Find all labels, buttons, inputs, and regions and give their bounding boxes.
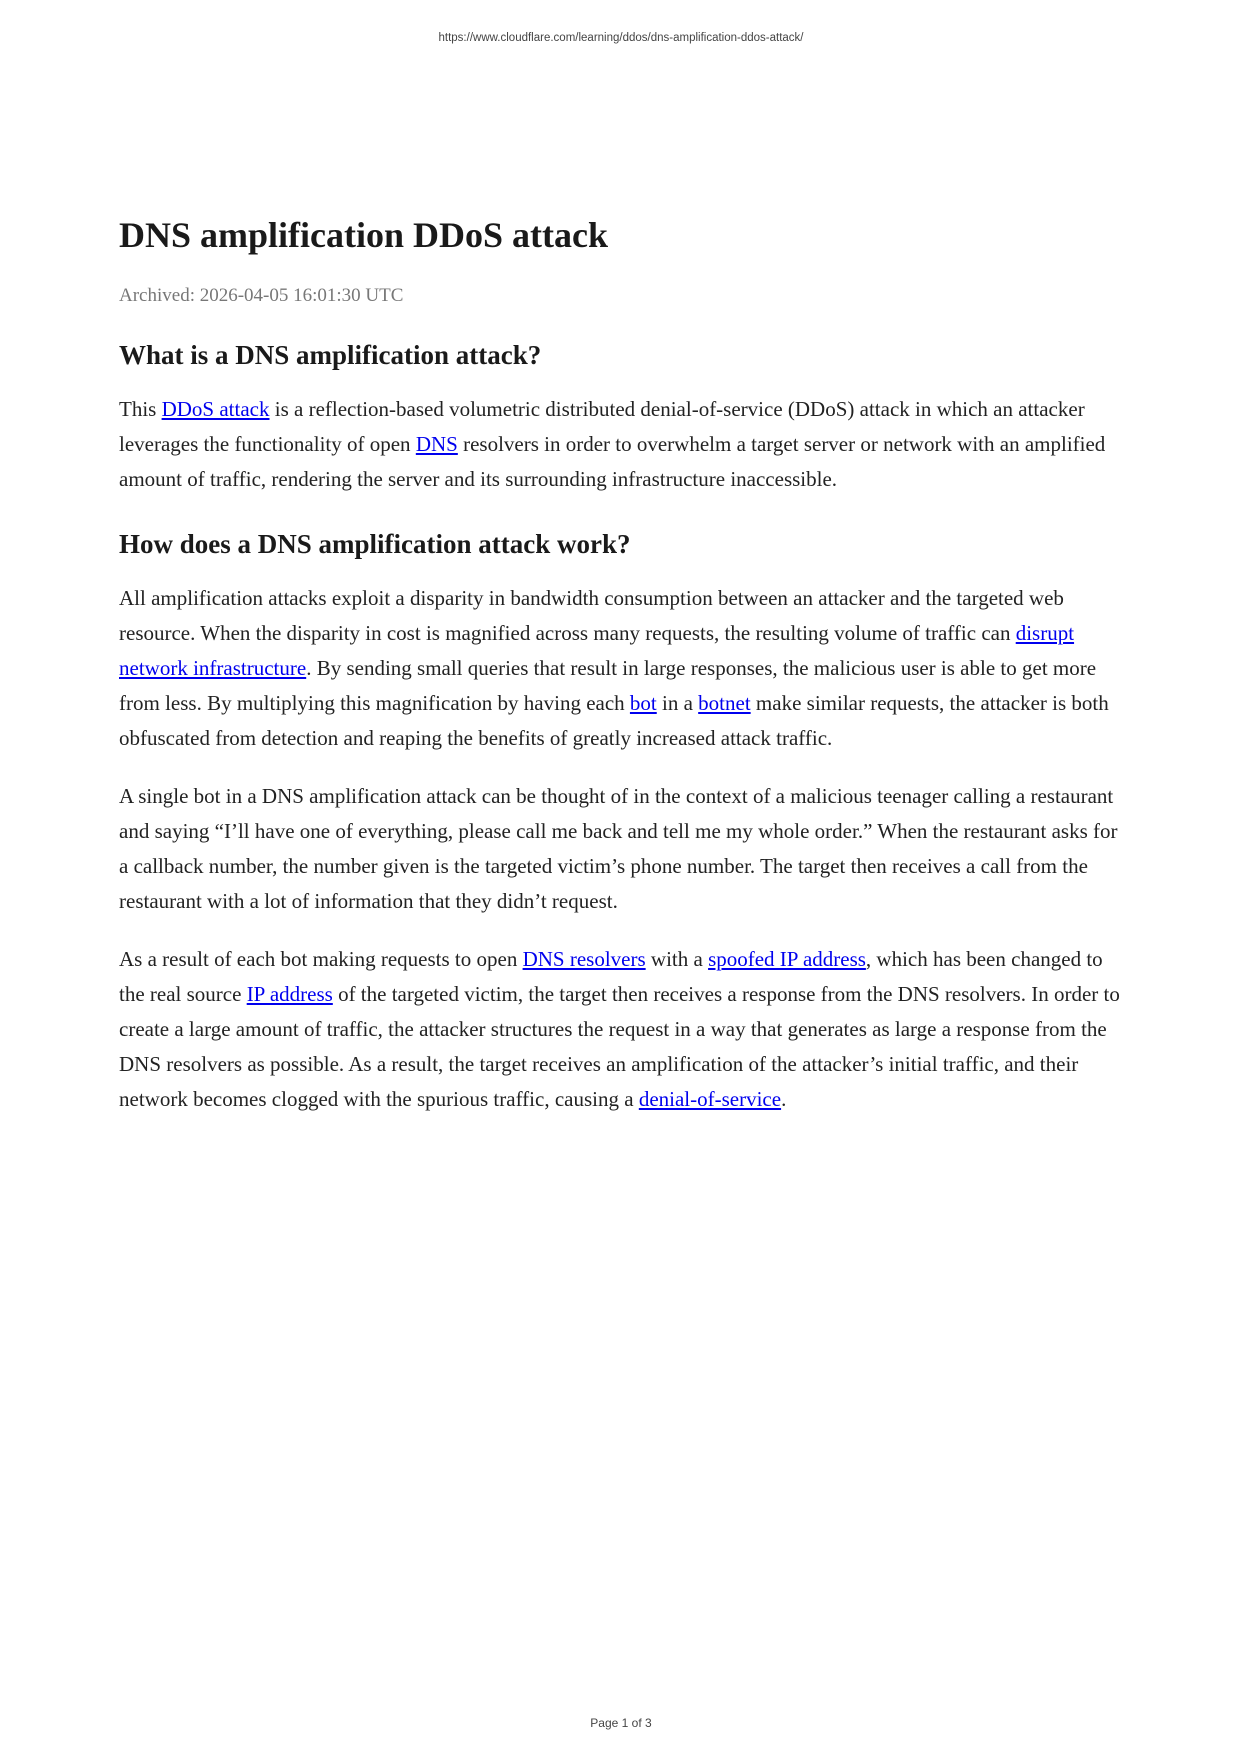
article (119, 212, 1129, 1140)
section-heading-what-is: What is a DNS amplification attack? (119, 340, 542, 370)
archived-timestamp: Archived: 2026-04-05 16:01:30 UTC (119, 285, 404, 306)
link-bot[interactable]: bot (629, 691, 657, 715)
text: . (781, 1087, 787, 1111)
text: with a (645, 947, 709, 971)
page-number: Page 1 of 3 (590, 1716, 652, 1730)
paragraph (119, 942, 1129, 1117)
page-url: https://www.cloudflare.com/learning/ddos/dns-amplification-ddos-attack/ (438, 32, 804, 44)
text: in a (656, 691, 699, 715)
link-denial-of-service[interactable]: denial-of-service (638, 1087, 782, 1111)
text: , which has been changed to the real source (119, 947, 1103, 1006)
text: As a result of each bot making requests to open (119, 947, 523, 971)
section-heading-how-it-works: How does a DNS amplification attack work? (119, 529, 631, 559)
paragraph: A single bot in a DNS amplification attack can be thought of in the context of a malicious teenager calling a restaurant and saying “I’ll have one of everything, please call me back and tell me my whole order.” When the restaurant asks for a callback number, the number given is the targeted victim’s phone number. The target then receives a call from the restaurant with a lot of information that they didn’t request. (119, 784, 1118, 913)
link-ddos-attack[interactable]: DDoS attack (161, 397, 270, 421)
text: . By sending small queries that result in large responses, the malicious user is able to get more from less. By multiplying this magnification by having each (119, 656, 1097, 715)
link-ip-address[interactable]: IP address (246, 982, 333, 1006)
text: of the targeted victim, the target then receives a response from the DNS resolvers. In order to create a large amount of traffic, the attacker structures the request in a way that generates as large a response from the DNS resolvers as possible. As a result, the target receives an amplification of the attacker’s initial traffic, and their network becomes clogged with the spurious traffic, causing a (119, 982, 1120, 1111)
text: All amplification attacks exploit a disparity in bandwidth consumption between an attacker and the targeted web resource. When the disparity in cost is magnified across many requests, the resulting volume of traffic can (119, 586, 1064, 645)
link-spoofed-ip-address[interactable]: spoofed IP address (708, 947, 866, 971)
text: resolvers in order to overwhelm a target server or network with an amplified amount of traffic, rendering the server and its surrounding infrastructure inaccessible. (119, 432, 1106, 491)
paragraph (119, 581, 1129, 756)
link-dns-resolvers[interactable]: DNS resolvers (522, 947, 646, 971)
link-dns[interactable]: DNS (415, 432, 458, 456)
link-disrupt-network-infrastructure[interactable]: disrupt network infrastructure (119, 621, 1075, 680)
link-botnet[interactable]: botnet (698, 691, 751, 715)
page-title: DNS amplification DDoS attack (119, 215, 609, 255)
text: make similar requests, the attacker is both obfuscated from detection and reaping the benefits of greatly increased attack traffic. (119, 691, 1109, 750)
text: is a reflection-based volumetric distributed denial-of-service (DDoS) attack in which an attacker leverages the functionality of open (119, 397, 1085, 456)
paragraph (119, 392, 1129, 497)
text: This (119, 397, 162, 421)
